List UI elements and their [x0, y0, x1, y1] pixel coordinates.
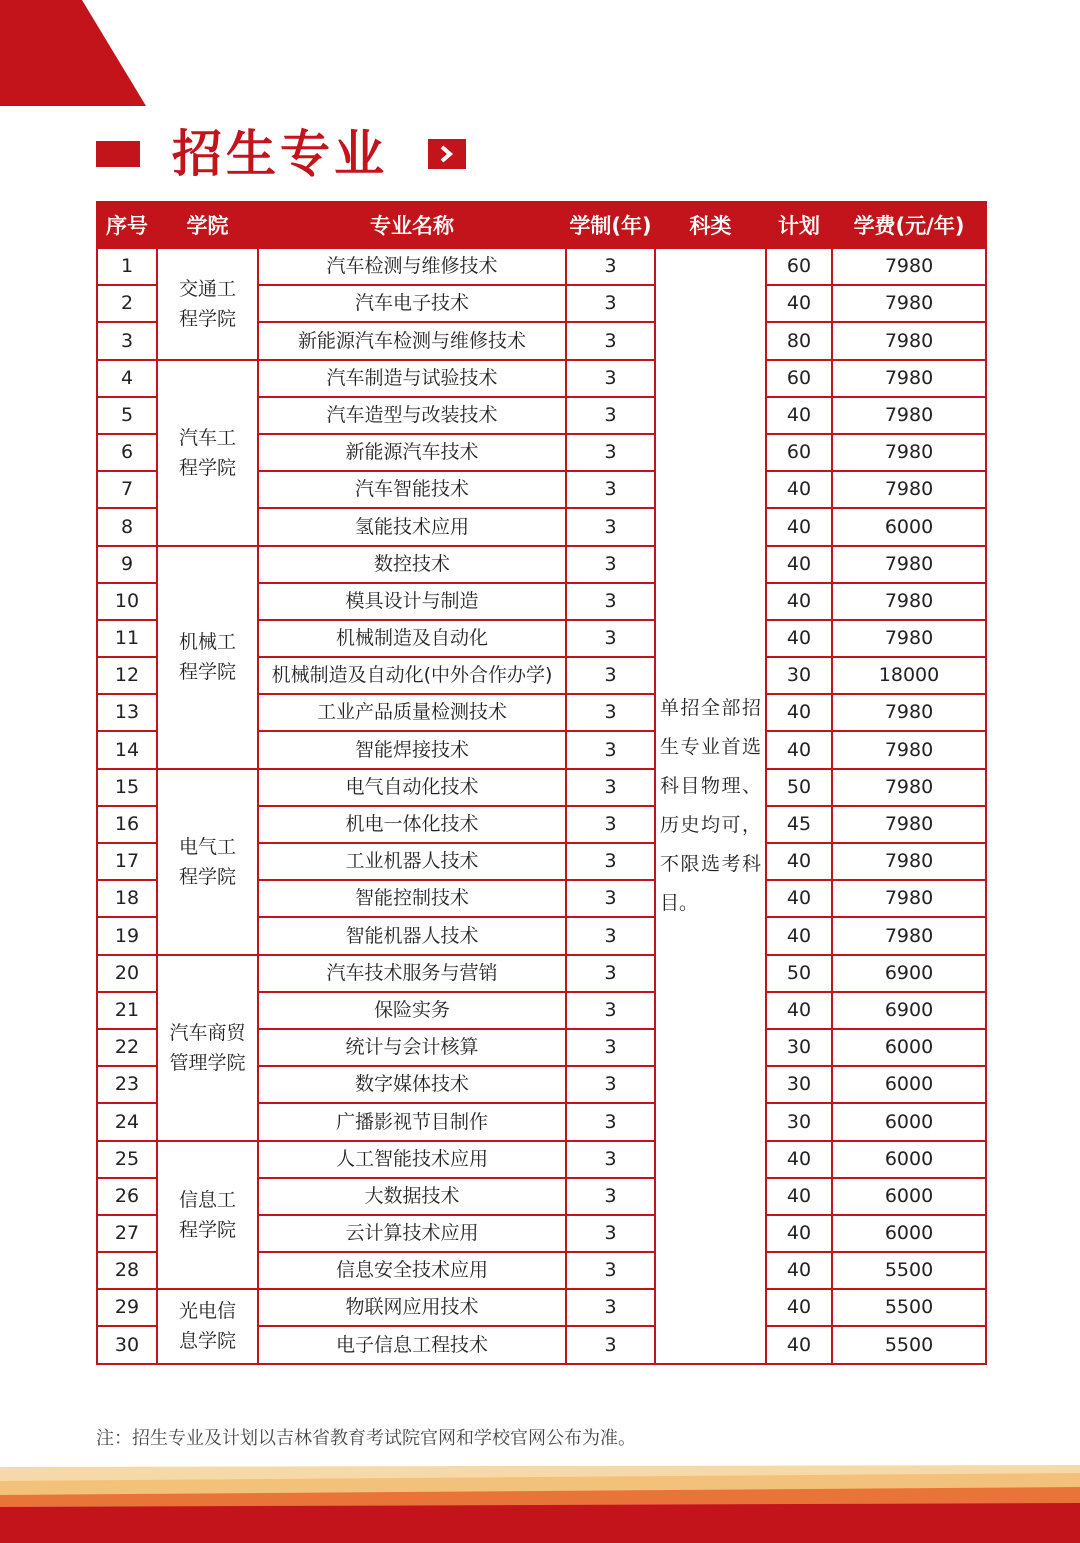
enrollment-plan: 45 [766, 806, 832, 843]
college-name: 交通工 程学院 [157, 248, 258, 360]
tuition-fee: 7980 [832, 397, 986, 434]
row-number: 24 [97, 1103, 157, 1140]
enrollment-plan: 30 [766, 657, 832, 694]
tuition-fee: 6900 [832, 992, 986, 1029]
tuition-fee: 5500 [832, 1326, 986, 1363]
tuition-fee: 6000 [832, 508, 986, 545]
tuition-fee: 7980 [832, 769, 986, 806]
tuition-fee: 6000 [832, 1178, 986, 1215]
study-years: 3 [566, 769, 655, 806]
table-row [97, 769, 986, 806]
study-years: 3 [566, 917, 655, 954]
header-major: 专业名称 [258, 202, 566, 248]
table-row [97, 955, 986, 992]
row-number: 14 [97, 731, 157, 768]
major-name: 物联网应用技术 [258, 1289, 566, 1326]
college-name: 电气工 程学院 [157, 769, 258, 955]
tuition-fee: 7980 [832, 471, 986, 508]
enrollment-plan: 40 [766, 731, 832, 768]
enrollment-plan: 40 [766, 694, 832, 731]
major-name: 数控技术 [258, 546, 566, 583]
major-name: 机电一体化技术 [258, 806, 566, 843]
enrollment-plan: 40 [766, 546, 832, 583]
enrollment-plan: 40 [766, 285, 832, 322]
major-name: 汽车智能技术 [258, 471, 566, 508]
major-name: 广播影视节目制作 [258, 1103, 566, 1140]
row-number: 11 [97, 620, 157, 657]
study-years: 3 [566, 694, 655, 731]
tuition-fee: 7980 [832, 731, 986, 768]
majors-table [96, 201, 987, 1365]
tuition-fee: 7980 [832, 322, 986, 359]
row-number: 10 [97, 583, 157, 620]
study-years: 3 [566, 1029, 655, 1066]
table-row [97, 546, 986, 583]
row-number: 29 [97, 1289, 157, 1326]
enrollment-plan: 60 [766, 248, 832, 285]
study-years: 3 [566, 248, 655, 285]
row-number: 19 [97, 917, 157, 954]
study-years: 3 [566, 285, 655, 322]
study-years: 3 [566, 843, 655, 880]
major-name: 电子信息工程技术 [258, 1326, 566, 1363]
tuition-fee: 6000 [832, 1066, 986, 1103]
row-number: 8 [97, 508, 157, 545]
enrollment-plan: 40 [766, 992, 832, 1029]
major-name: 工业机器人技术 [258, 843, 566, 880]
study-years: 3 [566, 1178, 655, 1215]
study-years: 3 [566, 1103, 655, 1140]
study-years: 3 [566, 434, 655, 471]
tuition-fee: 7980 [832, 360, 986, 397]
major-name: 保险实务 [258, 992, 566, 1029]
enrollment-plan: 40 [766, 1215, 832, 1252]
study-years: 3 [566, 1215, 655, 1252]
study-years: 3 [566, 397, 655, 434]
major-name: 智能控制技术 [258, 880, 566, 917]
enrollment-plan: 40 [766, 583, 832, 620]
major-name: 统计与会计核算 [258, 1029, 566, 1066]
tuition-fee: 7980 [832, 285, 986, 322]
row-number: 26 [97, 1178, 157, 1215]
tuition-fee: 18000 [832, 657, 986, 694]
major-name: 智能焊接技术 [258, 731, 566, 768]
enrollment-plan: 40 [766, 917, 832, 954]
chevron-right-icon [428, 139, 466, 169]
enrollment-plan: 50 [766, 955, 832, 992]
enrollment-plan: 40 [766, 1178, 832, 1215]
table-row [97, 248, 986, 285]
major-name: 信息安全技术应用 [258, 1252, 566, 1289]
header-years: 学制(年) [566, 202, 655, 248]
title-bar-block [96, 141, 140, 167]
corner-decoration [0, 0, 150, 106]
row-number: 21 [97, 992, 157, 1029]
row-number: 2 [97, 285, 157, 322]
row-number: 18 [97, 880, 157, 917]
study-years: 3 [566, 508, 655, 545]
tuition-fee: 6900 [832, 955, 986, 992]
study-years: 3 [566, 620, 655, 657]
study-years: 3 [566, 546, 655, 583]
tuition-fee: 7980 [832, 620, 986, 657]
row-number: 7 [97, 471, 157, 508]
row-number: 3 [97, 322, 157, 359]
tuition-fee: 6000 [832, 1141, 986, 1178]
tuition-fee: 7980 [832, 434, 986, 471]
major-name: 汽车制造与试验技术 [258, 360, 566, 397]
row-number: 28 [97, 1252, 157, 1289]
footnote: 注：招生专业及计划以吉林省教育考试院官网和学校官网公布为准。 [96, 1428, 636, 1449]
header-no: 序号 [97, 202, 157, 248]
enrollment-plan: 60 [766, 360, 832, 397]
row-number: 30 [97, 1326, 157, 1363]
row-number: 23 [97, 1066, 157, 1103]
row-number: 5 [97, 397, 157, 434]
major-name: 新能源汽车技术 [258, 434, 566, 471]
enrollment-plan: 60 [766, 434, 832, 471]
tuition-fee: 7980 [832, 694, 986, 731]
study-years: 3 [566, 806, 655, 843]
row-number: 13 [97, 694, 157, 731]
row-number: 9 [97, 546, 157, 583]
tuition-fee: 7980 [832, 843, 986, 880]
major-name: 智能机器人技术 [258, 917, 566, 954]
enrollment-plan: 30 [766, 1103, 832, 1140]
major-name: 新能源汽车检测与维修技术 [258, 322, 566, 359]
table-header-row [97, 202, 986, 248]
tuition-fee: 7980 [832, 806, 986, 843]
table-row [97, 1141, 986, 1178]
study-years: 3 [566, 1252, 655, 1289]
row-number: 20 [97, 955, 157, 992]
major-name: 数字媒体技术 [258, 1066, 566, 1103]
college-name: 机械工 程学院 [157, 546, 258, 769]
study-years: 3 [566, 322, 655, 359]
major-name: 汽车电子技术 [258, 285, 566, 322]
major-name: 云计算技术应用 [258, 1215, 566, 1252]
tuition-fee: 7980 [832, 546, 986, 583]
major-name: 汽车技术服务与营销 [258, 955, 566, 992]
enrollment-plan: 40 [766, 843, 832, 880]
college-name: 信息工 程学院 [157, 1141, 258, 1290]
enrollment-plan: 40 [766, 1289, 832, 1326]
row-number: 16 [97, 806, 157, 843]
tuition-fee: 7980 [832, 917, 986, 954]
college-name: 汽车商贸 管理学院 [157, 955, 258, 1141]
tuition-fee: 5500 [832, 1289, 986, 1326]
study-years: 3 [566, 955, 655, 992]
study-years: 3 [566, 992, 655, 1029]
enrollment-plan: 40 [766, 397, 832, 434]
tuition-fee: 7980 [832, 583, 986, 620]
tuition-fee: 5500 [832, 1252, 986, 1289]
study-years: 3 [566, 880, 655, 917]
row-number: 25 [97, 1141, 157, 1178]
table-row [97, 1289, 986, 1326]
study-years: 3 [566, 360, 655, 397]
enrollment-plan: 40 [766, 1141, 832, 1178]
tuition-fee: 6000 [832, 1215, 986, 1252]
row-number: 1 [97, 248, 157, 285]
study-years: 3 [566, 583, 655, 620]
row-number: 22 [97, 1029, 157, 1066]
header-subject: 科类 [655, 202, 766, 248]
enrollment-plan: 80 [766, 322, 832, 359]
college-name: 汽车工 程学院 [157, 360, 258, 546]
row-number: 15 [97, 769, 157, 806]
major-name: 汽车造型与改装技术 [258, 397, 566, 434]
study-years: 3 [566, 731, 655, 768]
header-college: 学院 [157, 202, 258, 248]
subject-requirement: 单招全部招生专业首选科目物理、历史均可，不限选考科目。 [655, 248, 766, 1364]
table-row [97, 360, 986, 397]
tuition-fee: 6000 [832, 1103, 986, 1140]
enrollment-plan: 30 [766, 1066, 832, 1103]
tuition-fee: 6000 [832, 1029, 986, 1066]
major-name: 机械制造及自动化 [258, 620, 566, 657]
major-name: 模具设计与制造 [258, 583, 566, 620]
row-number: 6 [97, 434, 157, 471]
study-years: 3 [566, 657, 655, 694]
major-name: 工业产品质量检测技术 [258, 694, 566, 731]
major-name: 人工智能技术应用 [258, 1141, 566, 1178]
enrollment-plan: 40 [766, 1326, 832, 1363]
row-number: 12 [97, 657, 157, 694]
college-name: 光电信 息学院 [157, 1289, 258, 1363]
tuition-fee: 7980 [832, 248, 986, 285]
enrollment-plan: 30 [766, 1029, 832, 1066]
tuition-fee: 7980 [832, 880, 986, 917]
major-name: 机械制造及自动化(中外合作办学) [258, 657, 566, 694]
major-name: 电气自动化技术 [258, 769, 566, 806]
enrollment-plan: 40 [766, 471, 832, 508]
enrollment-plan: 40 [766, 508, 832, 545]
enrollment-plan: 40 [766, 1252, 832, 1289]
enrollment-plan: 40 [766, 880, 832, 917]
section-title: 招生专业 [172, 125, 388, 183]
study-years: 3 [566, 471, 655, 508]
row-number: 17 [97, 843, 157, 880]
table-body [97, 248, 986, 1364]
enrollment-plan: 50 [766, 769, 832, 806]
study-years: 3 [566, 1141, 655, 1178]
major-name: 氢能技术应用 [258, 508, 566, 545]
major-name: 大数据技术 [258, 1178, 566, 1215]
header-plan: 计划 [766, 202, 832, 248]
row-number: 4 [97, 360, 157, 397]
row-number: 27 [97, 1215, 157, 1252]
enrollment-plan: 40 [766, 620, 832, 657]
header-fee: 学费(元/年) [832, 202, 986, 248]
section-header [96, 125, 466, 183]
major-name: 汽车检测与维修技术 [258, 248, 566, 285]
footer-stripes [0, 1465, 1080, 1543]
study-years: 3 [566, 1289, 655, 1326]
study-years: 3 [566, 1066, 655, 1103]
study-years: 3 [566, 1326, 655, 1363]
